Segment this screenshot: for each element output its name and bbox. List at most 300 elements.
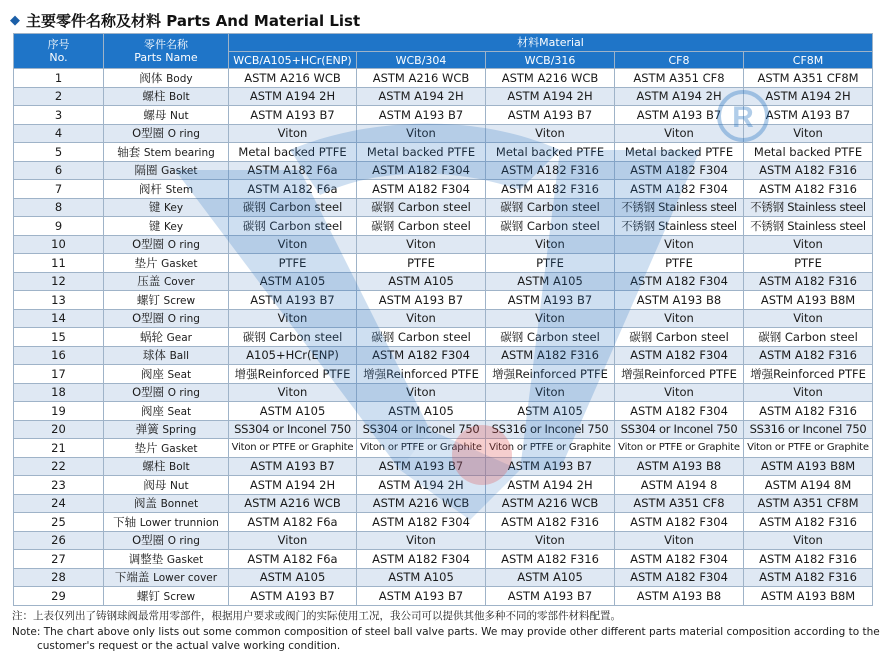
material-cell: Viton or PTFE or Graphite	[229, 439, 357, 458]
material-cell: ASTM A182 F316	[744, 402, 873, 421]
material-cell: Viton	[615, 309, 744, 328]
part-name-cn: 阀座	[140, 366, 164, 381]
row-number: 18	[14, 383, 104, 402]
material-cell: Viton or PTFE or Graphite	[357, 439, 486, 458]
part-name-en: Bonnet	[160, 498, 199, 511]
material-cell: ASTM A193 B7	[229, 457, 357, 476]
table-row	[14, 180, 873, 199]
material-cell: ASTM A351 CF8M	[744, 494, 873, 513]
table-row	[14, 106, 873, 125]
material-cell: Viton	[229, 235, 357, 254]
material-cell: SS304 or Inconel 750	[357, 420, 486, 439]
material-cell: ASTM A182 F6a	[229, 180, 357, 199]
material-cell: Metal backed PTFE	[486, 143, 615, 162]
material-cell: Viton	[615, 531, 744, 550]
material-cell: Viton	[229, 383, 357, 402]
part-name-cn: O型圈	[132, 237, 165, 252]
material-cell: Viton	[357, 531, 486, 550]
row-number: 4	[14, 124, 104, 143]
row-number: 12	[14, 272, 104, 291]
part-name-en: Lower trunnion	[139, 516, 219, 529]
part-name-en: Bolt	[168, 91, 190, 104]
row-number: 17	[14, 365, 104, 384]
material-cell: Viton	[357, 309, 486, 328]
part-name-en: O ring	[167, 128, 200, 141]
material-cell: ASTM A193 B7	[357, 291, 486, 310]
row-number: 15	[14, 328, 104, 347]
part-name	[104, 402, 229, 421]
header-material-3: WCB/316	[486, 52, 615, 69]
material-cell: SS316 or Inconel 750	[486, 420, 615, 439]
material-cell: Viton	[744, 235, 873, 254]
material-cell: ASTM A182 F316	[744, 513, 873, 532]
material-cell: ASTM A193 B8	[615, 587, 744, 606]
header-name-en: Parts Name	[134, 51, 198, 64]
part-name-cn: 阀杆	[138, 181, 162, 196]
material-cell: ASTM A182 F304	[357, 550, 486, 569]
material-cell: ASTM A182 F304	[615, 568, 744, 587]
part-name-en: O ring	[167, 535, 200, 548]
material-cell: Viton or PTFE or Graphite	[486, 439, 615, 458]
material-cell: ASTM A193 B7	[486, 291, 615, 310]
row-number: 26	[14, 531, 104, 550]
material-cell: 碳钢 Carbon steel	[744, 328, 873, 347]
material-cell: ASTM A182 F316	[744, 550, 873, 569]
material-cell: ASTM A182 F304	[615, 402, 744, 421]
part-name-en: Key	[164, 220, 184, 233]
part-name-cn: O型圈	[132, 126, 165, 141]
material-cell: PTFE	[357, 254, 486, 273]
part-name-cn: 阀体	[139, 70, 163, 85]
material-cell: ASTM A194 2H	[357, 476, 486, 495]
table-row	[14, 346, 873, 365]
part-name	[104, 106, 229, 125]
part-name-en: Seat	[167, 405, 192, 418]
parts-material-table	[13, 33, 873, 606]
row-number: 7	[14, 180, 104, 199]
material-cell: ASTM A194 2H	[615, 87, 744, 106]
material-cell: 碳钢 Carbon steel	[615, 328, 744, 347]
material-cell: Viton or PTFE or Graphite	[744, 439, 873, 458]
material-cell: ASTM A193 B8M	[744, 457, 873, 476]
material-cell: 碳钢 Carbon steel	[486, 328, 615, 347]
material-cell: ASTM A182 F304	[357, 161, 486, 180]
material-cell: ASTM A194 2H	[486, 87, 615, 106]
part-name-cn: 下端盖	[114, 570, 150, 585]
part-name	[104, 513, 229, 532]
table-row	[14, 217, 873, 236]
material-cell: ASTM A194 2H	[229, 87, 357, 106]
part-name-cn: 垫片	[134, 255, 158, 270]
material-cell: Viton	[357, 383, 486, 402]
header-material-5: CF8M	[744, 52, 873, 69]
material-cell: ASTM A182 F316	[486, 346, 615, 365]
table-row	[14, 272, 873, 291]
material-cell: ASTM A105	[486, 568, 615, 587]
header-no-cn: 序号	[47, 38, 70, 51]
header-material-4: CF8	[615, 52, 744, 69]
part-name-en: Gasket	[161, 442, 198, 455]
material-cell: ASTM A194 2H	[486, 476, 615, 495]
part-name-en: Seat	[167, 368, 192, 381]
material-cell: ASTM A182 F304	[357, 180, 486, 199]
part-name-cn: 蜗轮	[139, 329, 163, 344]
material-cell: 不锈钢 Stainless steel	[615, 198, 744, 217]
material-cell: Viton	[229, 531, 357, 550]
material-cell: Viton	[357, 235, 486, 254]
material-cell: ASTM A182 F304	[615, 161, 744, 180]
material-cell: Metal backed PTFE	[744, 143, 873, 162]
part-name-cn: 螺柱	[142, 89, 166, 104]
material-cell: 碳钢 Carbon steel	[229, 217, 357, 236]
row-number: 29	[14, 587, 104, 606]
table-row	[14, 291, 873, 310]
header-no	[14, 34, 104, 69]
material-cell: 碳钢 Carbon steel	[357, 198, 486, 217]
part-name-cn: 弹簧	[135, 422, 159, 437]
material-cell: Viton	[486, 124, 615, 143]
material-cell: ASTM A105	[486, 272, 615, 291]
material-cell: ASTM A182 F316	[744, 180, 873, 199]
material-cell: Viton	[744, 124, 873, 143]
part-name	[104, 161, 229, 180]
part-name-en: O ring	[167, 239, 200, 252]
part-name	[104, 143, 229, 162]
header-material-1: WCB/A105+HCr(ENP)	[229, 52, 357, 69]
material-cell: ASTM A193 B7	[486, 106, 615, 125]
header-no-en: No.	[49, 51, 68, 64]
material-cell: 增强Reinforced PTFE	[357, 365, 486, 384]
material-cell: ASTM A182 F316	[744, 346, 873, 365]
material-cell: PTFE	[744, 254, 873, 273]
part-name-en: Ball	[169, 350, 190, 363]
table-row	[14, 328, 873, 347]
material-cell: 增强Reinforced PTFE	[229, 365, 357, 384]
row-number: 9	[14, 217, 104, 236]
part-name	[104, 494, 229, 513]
material-cell: ASTM A193 B8M	[744, 587, 873, 606]
material-cell: ASTM A105	[229, 272, 357, 291]
part-name-en: Gasket	[166, 553, 204, 566]
part-name-cn: 阀座	[140, 403, 164, 418]
material-cell: 增强Reinforced PTFE	[744, 365, 873, 384]
material-cell: Metal backed PTFE	[615, 143, 744, 162]
part-name-en: Screw	[163, 590, 196, 603]
row-number: 23	[14, 476, 104, 495]
part-name-cn: 垫片	[134, 440, 158, 455]
part-name	[104, 568, 229, 587]
row-number: 8	[14, 198, 104, 217]
material-cell: ASTM A193 B8	[615, 457, 744, 476]
material-cell: ASTM A193 B7	[229, 106, 357, 125]
part-name	[104, 235, 229, 254]
material-cell: ASTM A193 B7	[229, 587, 357, 606]
header-material-2: WCB/304	[357, 52, 486, 69]
material-cell: 不锈钢 Stainless steel	[615, 217, 744, 236]
part-name	[104, 476, 229, 495]
material-cell: ASTM A216 WCB	[486, 494, 615, 513]
row-number: 24	[14, 494, 104, 513]
part-name-cn: O型圈	[132, 533, 165, 548]
material-cell: ASTM A182 F304	[357, 346, 486, 365]
material-cell: ASTM A193 B8M	[744, 291, 873, 310]
table-row	[14, 383, 873, 402]
table-row	[14, 87, 873, 106]
material-cell: Viton	[615, 124, 744, 143]
part-name-en: Key	[164, 202, 184, 215]
material-cell: 不锈钢 Stainless steel	[744, 217, 873, 236]
material-cell: ASTM A193 B7	[615, 106, 744, 125]
material-cell: ASTM A182 F316	[744, 161, 873, 180]
material-cell: Viton or PTFE or Graphite	[615, 439, 744, 458]
part-name-en: Gear	[166, 331, 192, 344]
part-name-cn: 阀母	[143, 477, 167, 492]
material-cell: Viton	[486, 383, 615, 402]
part-name	[104, 87, 229, 106]
material-cell: ASTM A193 B7	[486, 587, 615, 606]
material-cell: PTFE	[229, 254, 357, 273]
part-name-cn: 阀盖	[133, 496, 157, 511]
material-cell: Viton	[744, 309, 873, 328]
part-name	[104, 550, 229, 569]
table-row	[14, 402, 873, 421]
part-name-cn: 螺钉	[136, 292, 160, 307]
row-number: 22	[14, 457, 104, 476]
table-row	[14, 309, 873, 328]
part-name	[104, 328, 229, 347]
table-row	[14, 457, 873, 476]
row-number: 11	[14, 254, 104, 273]
material-cell: ASTM A182 F316	[744, 568, 873, 587]
material-cell: PTFE	[486, 254, 615, 273]
part-name	[104, 457, 229, 476]
note-cn: 注：上表仅列出了铸钢球阀最常用零部件，根据用户要求或阀门的实际使用工况，我公司可以提供其他多种不同的零部件材料配置。	[12, 610, 621, 622]
material-cell: 增强Reinforced PTFE	[615, 365, 744, 384]
table-body	[14, 69, 873, 606]
row-number: 25	[14, 513, 104, 532]
material-cell: ASTM A182 F304	[615, 550, 744, 569]
header-parts-name	[104, 34, 229, 69]
row-number: 5	[14, 143, 104, 162]
part-name-cn: 螺母	[143, 107, 167, 122]
row-number: 21	[14, 439, 104, 458]
material-cell: Viton	[744, 531, 873, 550]
material-cell: ASTM A182 F304	[615, 346, 744, 365]
material-cell: ASTM A193 B7	[357, 106, 486, 125]
material-cell: Viton	[357, 124, 486, 143]
diamond-bullet-icon: ◆	[10, 12, 20, 28]
material-cell: ASTM A182 F304	[615, 513, 744, 532]
material-cell: Viton	[486, 309, 615, 328]
table-row	[14, 365, 873, 384]
part-name	[104, 272, 229, 291]
material-cell: 碳钢 Carbon steel	[486, 217, 615, 236]
table-row	[14, 531, 873, 550]
material-cell: 碳钢 Carbon steel	[229, 198, 357, 217]
table-row	[14, 124, 873, 143]
material-cell: SS316 or Inconel 750	[744, 420, 873, 439]
part-name	[104, 365, 229, 384]
part-name-cn: 键	[148, 218, 161, 233]
part-name-cn: O型圈	[132, 385, 165, 400]
table-row	[14, 476, 873, 495]
material-cell: ASTM A193 B7	[229, 291, 357, 310]
material-cell: ASTM A193 B7	[744, 106, 873, 125]
material-cell: ASTM A182 F6a	[229, 513, 357, 532]
section-title: 主要零件名称及材料 Parts And Material List	[26, 11, 361, 30]
material-cell: ASTM A351 CF8M	[744, 69, 873, 88]
table-row	[14, 439, 873, 458]
material-cell: Metal backed PTFE	[229, 143, 357, 162]
table-row	[14, 69, 873, 88]
material-cell: Viton	[615, 383, 744, 402]
material-cell: ASTM A194 2H	[357, 87, 486, 106]
row-number: 1	[14, 69, 104, 88]
table-row	[14, 587, 873, 606]
material-cell: ASTM A105	[357, 272, 486, 291]
part-name-en: Gasket	[161, 257, 198, 270]
row-number: 28	[14, 568, 104, 587]
material-cell: ASTM A194 2H	[744, 87, 873, 106]
material-cell: Viton	[229, 124, 357, 143]
table-row	[14, 143, 873, 162]
material-cell: PTFE	[615, 254, 744, 273]
part-name-en: Stem	[165, 183, 194, 196]
part-name-cn: 下轴	[113, 514, 137, 529]
material-cell: ASTM A216 WCB	[229, 494, 357, 513]
row-number: 13	[14, 291, 104, 310]
table-row	[14, 235, 873, 254]
row-number: 2	[14, 87, 104, 106]
row-number: 6	[14, 161, 104, 180]
material-cell: ASTM A351 CF8	[615, 69, 744, 88]
material-cell: ASTM A182 F316	[486, 180, 615, 199]
part-name-en: Gasket	[161, 165, 198, 178]
part-name-cn: 隔圈	[134, 163, 158, 178]
material-cell: ASTM A194 2H	[229, 476, 357, 495]
part-name-cn: 球体	[142, 348, 166, 363]
material-cell: ASTM A105	[486, 402, 615, 421]
material-cell: ASTM A182 F6a	[229, 550, 357, 569]
table-row	[14, 254, 873, 273]
material-cell: ASTM A182 F316	[486, 550, 615, 569]
material-cell: ASTM A182 F316	[486, 161, 615, 180]
material-cell: A105+HCr(ENP)	[229, 346, 357, 365]
table-row	[14, 494, 873, 513]
part-name-cn: 调整垫	[128, 551, 164, 566]
part-name-en: Cover	[163, 276, 195, 289]
table-row	[14, 198, 873, 217]
material-cell: ASTM A193 B7	[357, 587, 486, 606]
material-cell: ASTM A193 B7	[357, 457, 486, 476]
material-cell: ASTM A182 F304	[357, 513, 486, 532]
table-row	[14, 550, 873, 569]
part-name	[104, 587, 229, 606]
part-name	[104, 69, 229, 88]
part-name	[104, 291, 229, 310]
part-name-en: Nut	[170, 479, 189, 492]
material-cell: ASTM A194 8	[615, 476, 744, 495]
header-name-cn: 零件名称	[144, 38, 188, 51]
material-cell: ASTM A182 F316	[486, 513, 615, 532]
part-name-en: O ring	[167, 313, 200, 326]
material-cell: ASTM A182 F6a	[229, 161, 357, 180]
material-cell: SS304 or Inconel 750	[615, 420, 744, 439]
table-row	[14, 568, 873, 587]
row-number: 10	[14, 235, 104, 254]
material-cell: ASTM A193 B8	[615, 291, 744, 310]
row-number: 3	[14, 106, 104, 125]
material-cell: ASTM A216 WCB	[357, 494, 486, 513]
table-row	[14, 161, 873, 180]
material-cell: 碳钢 Carbon steel	[229, 328, 357, 347]
part-name	[104, 180, 229, 199]
part-name	[104, 439, 229, 458]
part-name	[104, 531, 229, 550]
material-cell: Viton	[486, 531, 615, 550]
part-name-en: Lower cover	[153, 572, 218, 585]
part-name-cn: 压盖	[137, 274, 161, 289]
material-cell: ASTM A216 WCB	[357, 69, 486, 88]
material-cell: 不锈钢 Stainless steel	[744, 198, 873, 217]
material-cell: 碳钢 Carbon steel	[486, 198, 615, 217]
part-name	[104, 309, 229, 328]
row-number: 20	[14, 420, 104, 439]
part-name-en: Bolt	[168, 461, 190, 474]
part-name-en: Body	[166, 72, 193, 85]
part-name-cn: 轴套	[117, 144, 141, 159]
material-cell: ASTM A105	[229, 402, 357, 421]
material-cell: Viton	[486, 235, 615, 254]
part-name-en: O ring	[167, 387, 200, 400]
material-cell: ASTM A182 F304	[615, 180, 744, 199]
part-name-en: Spring	[162, 424, 197, 437]
row-number: 14	[14, 309, 104, 328]
part-name	[104, 346, 229, 365]
part-name-cn: 螺钉	[136, 588, 160, 603]
material-cell: SS304 or Inconel 750	[229, 420, 357, 439]
part-name-en: Nut	[170, 109, 189, 122]
part-name-en: Stem bearing	[143, 146, 215, 159]
material-cell: ASTM A194 8M	[744, 476, 873, 495]
part-name	[104, 383, 229, 402]
material-cell: 碳钢 Carbon steel	[357, 217, 486, 236]
svg-text:R: R	[732, 101, 754, 134]
material-cell: Viton	[744, 383, 873, 402]
table-row	[14, 513, 873, 532]
material-cell: ASTM A351 CF8	[615, 494, 744, 513]
part-name-en: Screw	[163, 294, 196, 307]
material-cell: Viton	[615, 235, 744, 254]
row-number: 19	[14, 402, 104, 421]
material-cell: ASTM A216 WCB	[486, 69, 615, 88]
section-heading	[10, 8, 360, 32]
material-cell: 增强Reinforced PTFE	[486, 365, 615, 384]
part-name	[104, 198, 229, 217]
material-cell: ASTM A182 F316	[744, 272, 873, 291]
row-number: 27	[14, 550, 104, 569]
material-cell: 碳钢 Carbon steel	[357, 328, 486, 347]
material-cell: ASTM A105	[229, 568, 357, 587]
table-row	[14, 420, 873, 439]
row-number: 16	[14, 346, 104, 365]
material-cell: Viton	[229, 309, 357, 328]
part-name-cn: 键	[148, 200, 161, 215]
part-name	[104, 124, 229, 143]
note-en-line2: customer's request or the actual valve working condition.	[37, 640, 341, 652]
part-name	[104, 254, 229, 273]
material-cell: ASTM A216 WCB	[229, 69, 357, 88]
